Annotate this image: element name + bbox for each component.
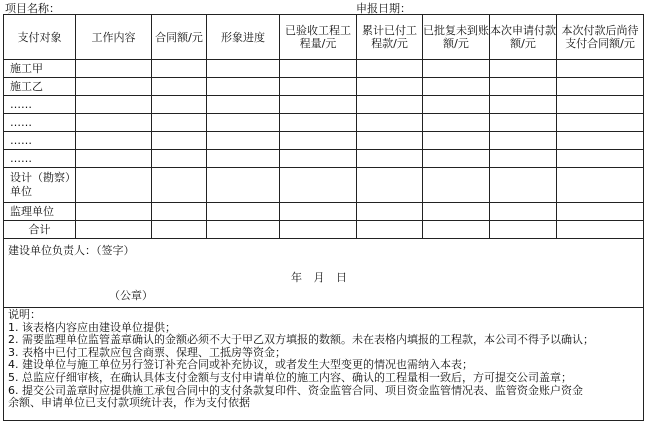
row-label: …… — [4, 96, 76, 114]
table-cell[interactable] — [357, 132, 423, 150]
col-header: 本次付款后尚待支付合同额/元 — [557, 15, 644, 60]
note-item: 3. 表格中已付工程款应包含商票、保理、工抵房等资金； — [8, 345, 286, 359]
table-cell[interactable] — [76, 60, 152, 78]
notes-row — [4, 308, 644, 421]
table-row — [4, 96, 644, 114]
signature-box — [4, 239, 644, 308]
col-header: 本次申请付款额/元 — [490, 15, 557, 60]
table-cell[interactable] — [557, 150, 644, 168]
table-cell[interactable] — [76, 150, 152, 168]
col-header: 累计已付工程款/元 — [357, 15, 423, 60]
row-label: …… — [4, 132, 76, 150]
table-cell[interactable] — [76, 114, 152, 132]
table-cell[interactable] — [357, 60, 423, 78]
table-cell[interactable] — [490, 168, 557, 203]
table-cell[interactable] — [357, 150, 423, 168]
table-cell[interactable] — [207, 96, 280, 114]
row-label: 合计 — [4, 221, 76, 239]
row-label: …… — [4, 114, 76, 132]
col-header: 合同额/元 — [152, 15, 207, 60]
table-cell[interactable] — [423, 78, 490, 96]
apply-date-label: 申报日期： — [356, 2, 411, 15]
project-name-label: 项目名称： — [5, 2, 60, 15]
table-cell[interactable] — [423, 203, 490, 221]
note-item: 1. 该表格内容应由建设单位提供； — [8, 320, 176, 334]
table-cell[interactable] — [152, 203, 207, 221]
table-cell[interactable] — [490, 203, 557, 221]
table-cell[interactable] — [280, 78, 357, 96]
table-cell[interactable] — [423, 114, 490, 132]
col-header: 工作内容 — [76, 15, 152, 60]
note-item: 4. 建设单位与施工单位另行签订补充合同或补充协议，或者发生大型变更的情况也需纳入本表； — [8, 358, 473, 372]
row-label: 设计（勘察）单位 — [4, 168, 76, 203]
table-cell[interactable] — [152, 221, 207, 239]
note-item: 5. 总监应仔细审核，在确认具体支付金额与支付申请单位的施工内容、确认的工程量相一致后，方可提交公司盖章； — [8, 370, 572, 384]
table-row — [4, 221, 644, 239]
table-cell[interactable] — [76, 203, 152, 221]
table-cell[interactable] — [76, 78, 152, 96]
col-header: 支付对象 — [4, 15, 76, 60]
table-cell[interactable] — [357, 78, 423, 96]
table-cell[interactable] — [280, 96, 357, 114]
table-cell[interactable] — [423, 150, 490, 168]
table-cell[interactable] — [423, 221, 490, 239]
table-cell[interactable] — [76, 221, 152, 239]
table-cell[interactable] — [207, 168, 280, 203]
table-cell[interactable] — [280, 60, 357, 78]
table-row — [4, 203, 644, 221]
table-cell[interactable] — [280, 132, 357, 150]
table-cell[interactable] — [557, 114, 644, 132]
table-cell[interactable] — [490, 114, 557, 132]
table-cell[interactable] — [280, 168, 357, 203]
table-cell[interactable] — [280, 203, 357, 221]
table-cell[interactable] — [76, 132, 152, 150]
table-cell[interactable] — [207, 203, 280, 221]
table-cell[interactable] — [152, 60, 207, 78]
table-cell[interactable] — [152, 132, 207, 150]
table-cell[interactable] — [357, 114, 423, 132]
table-cell[interactable] — [490, 132, 557, 150]
table-cell[interactable] — [76, 168, 152, 203]
table-cell[interactable] — [207, 221, 280, 239]
table-cell[interactable] — [557, 168, 644, 203]
table-cell[interactable] — [357, 96, 423, 114]
table-cell[interactable] — [152, 114, 207, 132]
signature-date: 年 月 日 — [291, 271, 347, 284]
table-row — [4, 60, 644, 78]
notes-title: 说明： — [8, 308, 41, 321]
table-cell[interactable] — [207, 114, 280, 132]
note-item: 2. 需要监理单位监管盖章确认的金额必须不大于甲乙双方填报的数额。未在表格内填报的工程款，本公司不得予以确认； — [8, 333, 594, 347]
owner-signature-label: 建设单位负责人：（签字） — [8, 244, 135, 257]
table-cell[interactable] — [152, 78, 207, 96]
table-cell[interactable] — [76, 96, 152, 114]
table-row — [4, 114, 644, 132]
note-item: 余额、申请单位已支付款项统计表，作为支付依据 — [8, 396, 250, 410]
table-row — [4, 132, 644, 150]
table-header-row — [4, 15, 644, 60]
table-cell[interactable] — [557, 96, 644, 114]
table-cell[interactable] — [207, 132, 280, 150]
table-cell[interactable] — [557, 60, 644, 78]
table-cell[interactable] — [423, 168, 490, 203]
table-cell[interactable] — [207, 60, 280, 78]
table-cell[interactable] — [207, 78, 280, 96]
table-row — [4, 168, 644, 203]
table-cell[interactable] — [490, 96, 557, 114]
table-cell[interactable] — [557, 203, 644, 221]
notes-box — [4, 308, 644, 421]
row-label: 监理单位 — [4, 203, 76, 221]
table-cell[interactable] — [357, 221, 423, 239]
row-label: 施工乙 — [4, 78, 76, 96]
table-cell[interactable] — [357, 203, 423, 221]
table-cell[interactable] — [152, 150, 207, 168]
col-header: 形象进度 — [207, 15, 280, 60]
table-cell[interactable] — [280, 114, 357, 132]
table-cell[interactable] — [423, 60, 490, 78]
col-header: 已验收工程工程量/元 — [280, 15, 357, 60]
table-cell[interactable] — [490, 221, 557, 239]
payment-table — [3, 14, 644, 421]
col-header: 已批复未到账额/元 — [423, 15, 490, 60]
table-cell[interactable] — [490, 150, 557, 168]
table-cell[interactable] — [557, 132, 644, 150]
table-cell[interactable] — [423, 96, 490, 114]
table-row — [4, 78, 644, 96]
table-cell[interactable] — [557, 221, 644, 239]
table-cell[interactable] — [280, 150, 357, 168]
table-cell[interactable] — [280, 221, 357, 239]
table-cell[interactable] — [557, 78, 644, 96]
table-cell[interactable] — [490, 60, 557, 78]
table-cell[interactable] — [357, 168, 423, 203]
table-cell[interactable] — [423, 132, 490, 150]
seal-label: （公章） — [109, 289, 153, 302]
note-item: 6. 提交公司盖章时应提供施工承包合同中的支付条款复印件、资金监管合同、项目资金监管情况表、监管资金账户资金 — [8, 383, 583, 397]
table-row — [4, 150, 644, 168]
row-label: …… — [4, 150, 76, 168]
row-label: 施工甲 — [4, 60, 76, 78]
table-cell[interactable] — [152, 168, 207, 203]
table-cell[interactable] — [490, 78, 557, 96]
table-cell[interactable] — [152, 96, 207, 114]
table-cell[interactable] — [207, 150, 280, 168]
signature-row — [4, 239, 644, 308]
